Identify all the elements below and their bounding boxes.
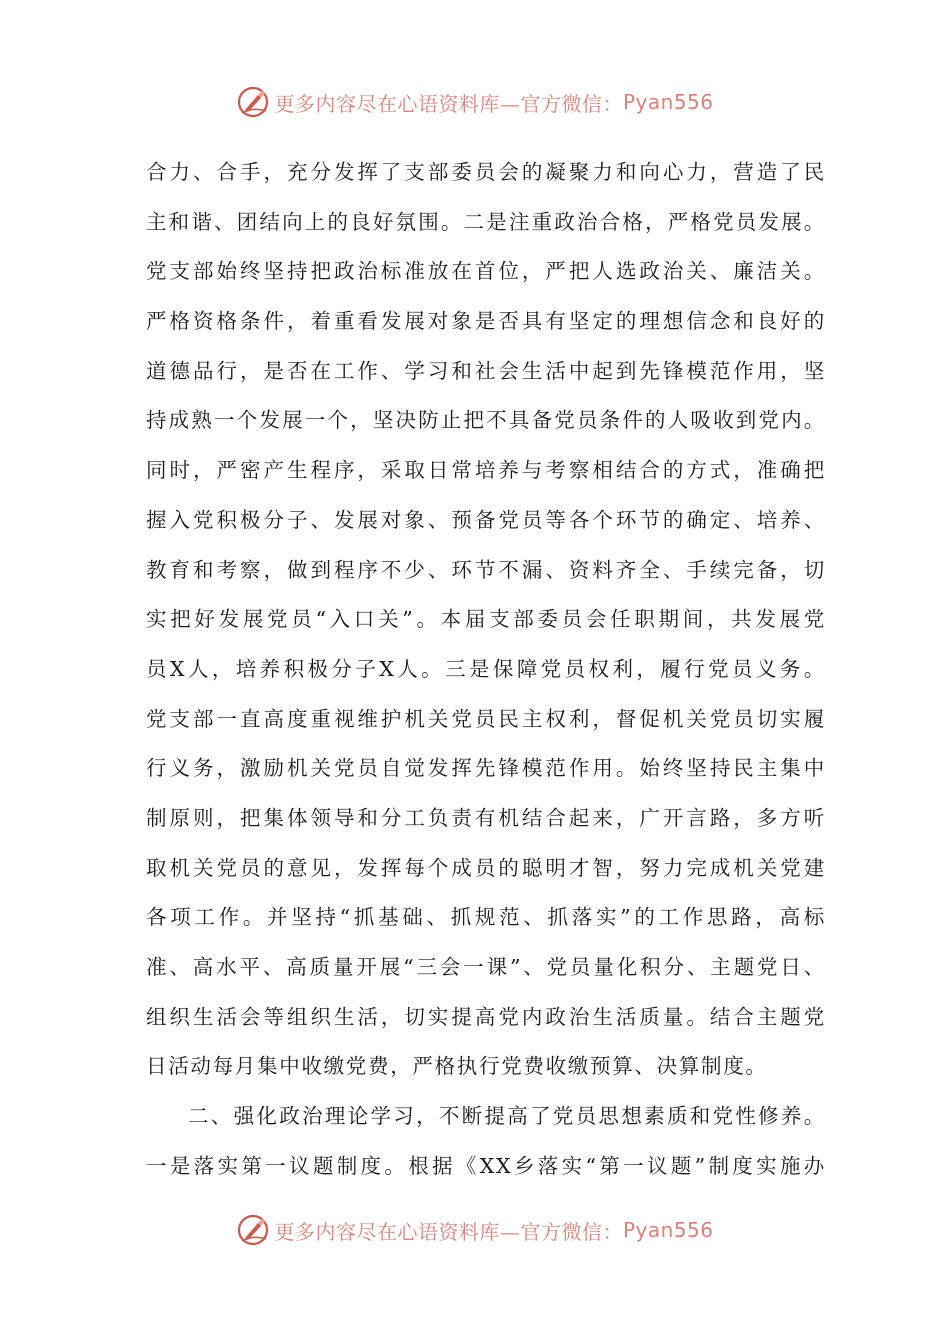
body-line: 准、高水平、高质量开展“三会一课”、党员量化积分、主题党日、 [146, 955, 826, 979]
body-line: 教育和考察，做到程序不少、环节不漏、资料齐全、手续完备，切 [146, 557, 826, 582]
body-line: 合力、合手，充分发挥了支部委员会的凝聚力和向心力，营造了民 [146, 160, 826, 184]
footer-banner-text: 更多内容尽在心语资料库—官方微信： [274, 1219, 623, 1244]
body-line: 道德品行，是否在工作、学习和社会生活中起到先锋模范作用，坚 [146, 358, 826, 383]
body-line: 制原则，把集体领导和分工负责有机结合起来，广开言路，多方听 [146, 805, 826, 830]
document-body [146, 148, 826, 1191]
header-wechat-id: Pyan556 [622, 90, 714, 114]
pen-circle-logo-icon [236, 85, 270, 119]
body-line: 党支部始终坚持把政治标准放在首位，严把人选政治关、廉洁关。 [146, 259, 826, 284]
body-line: 员X人，培养积极分子X人。三是保障党员权利，履行党员义务。 [146, 656, 826, 681]
pen-circle-logo-icon [236, 1213, 270, 1247]
footer-banner [0, 1210, 950, 1250]
body-line: 组织生活会等组织生活，切实提高党内政治生活质量。结合主题党 [146, 1004, 826, 1029]
body-line: 严格资格条件，着重看发展对象是否具有坚定的理想信念和良好的 [146, 309, 826, 334]
body-line: 各项工作。并坚持“抓基础、抓规范、抓落实”的工作思路，高标 [146, 905, 826, 930]
body-line: 持成熟一个发展一个，坚决防止把不具备党员条件的人吸收到党内。 [146, 408, 826, 433]
header-banner-text: 更多内容尽在心语资料库—官方微信： [274, 91, 623, 116]
header-banner [0, 82, 950, 122]
body-line: 主和谐、团结向上的良好氛围。二是注重政治合格，严格党员发展。 [146, 209, 826, 234]
body-line: 取机关党员的意见，发挥每个成员的聪明才智，努力完成机关党建 [146, 855, 826, 880]
body-line: 日活动每月集中收缴党费，严格执行党费收缴预算、决算制度。 [146, 1054, 768, 1079]
body-line: 行义务，激励机关党员自觉发挥先锋模范作用。始终坚持民主集中 [146, 756, 826, 781]
body-line: 同时，严密产生程序，采取日常培养与考察相结合的方式，准确把 [146, 458, 826, 483]
body-line: 一是落实第一议题制度。根据《XX乡落实“第一议题”制度实施办 [146, 1153, 826, 1178]
section-heading: 二、强化政治理论学习，不断提高了党员思想素质和党性修养。 [188, 1104, 826, 1129]
body-line: 党支部一直高度重视维护机关党员民主权利，督促机关党员切实履 [146, 706, 826, 731]
footer-wechat-id: Pyan556 [622, 1218, 714, 1242]
body-line: 实把好发展党员“入口关”。本届支部委员会任职期间，共发展党 [146, 607, 826, 632]
body-line: 握入党积极分子、发展对象、预备党员等各个环节的确定、培养、 [146, 507, 826, 532]
